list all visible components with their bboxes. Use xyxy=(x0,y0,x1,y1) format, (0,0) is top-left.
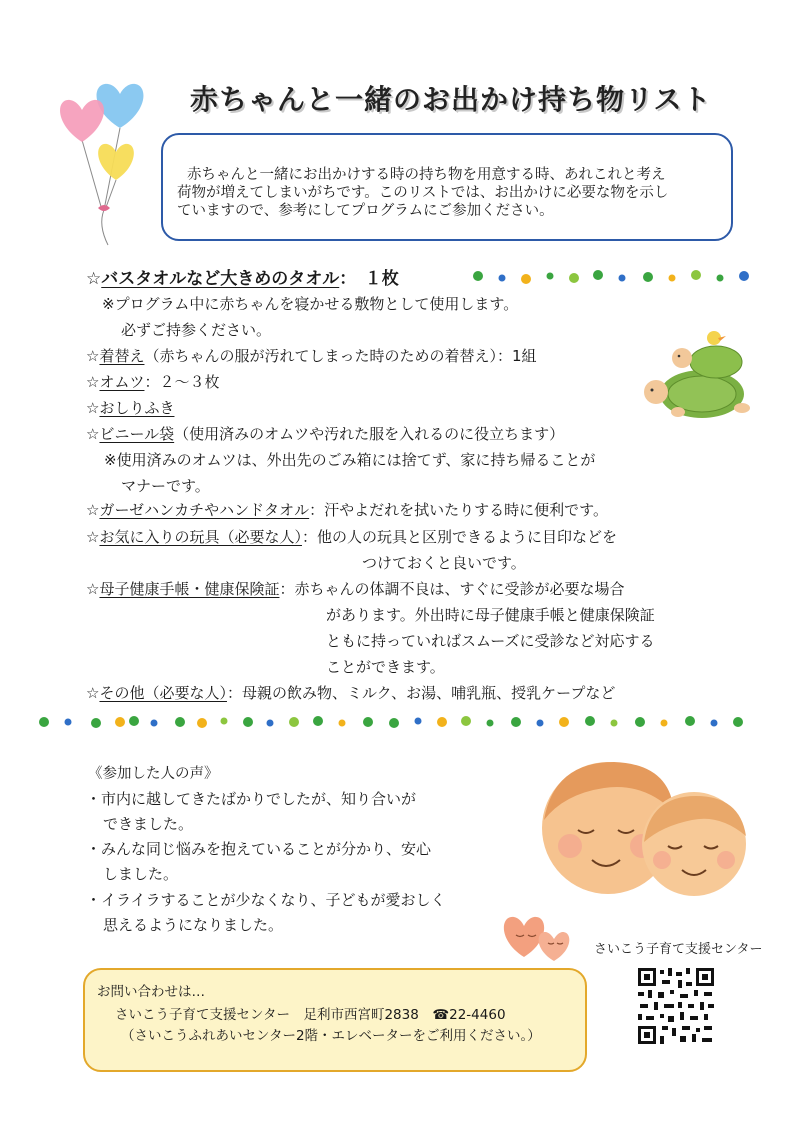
voice-line: ・みんな同じ悩みを抱えていることが分かり、安心 xyxy=(86,840,432,858)
item-toy xyxy=(86,526,617,547)
item-note: 必ずご持参ください。 xyxy=(121,321,272,339)
star-mark: ☆ xyxy=(86,373,100,391)
voice-line: しました。 xyxy=(103,865,179,883)
dot-divider xyxy=(470,262,760,292)
item-label: ビニール袋 xyxy=(99,425,175,443)
item-health xyxy=(86,578,624,599)
item-label: その他（必要な人） xyxy=(99,684,227,702)
item-diaper xyxy=(86,371,219,392)
star-mark: ☆ xyxy=(86,580,100,598)
center-label: さいこう子育て支援センター xyxy=(594,942,763,957)
small-hearts-icon xyxy=(496,905,578,965)
item-desc: （使用済みのオムツや汚れた服を入れるのに役立ちます） xyxy=(174,425,565,443)
contact-line: さいこう子育て支援センター 足利市西宮町2838 ☎22-4460 xyxy=(115,1007,506,1023)
heart-balloons-icon xyxy=(50,80,150,250)
item-label: ガーゼハンカチやハンドタオル xyxy=(99,501,310,519)
item-desc: ：母親の飲み物、ミルク、お湯、哺乳瓶、授乳ケープなど xyxy=(226,684,616,702)
page-title: 赤ちゃんと一緒のお出かけ持ち物リスト xyxy=(190,83,712,116)
item-desc-cont: つけておくと良いです。 xyxy=(362,554,526,572)
intro-line: 荷物が増えてしまいがちです。このリストでは、お出かけに必要な物を示し xyxy=(177,185,669,201)
item-desc-cont: ともに持っていればスムーズに受診など対応する xyxy=(326,632,655,650)
item-gauze xyxy=(86,499,608,520)
star-mark: ☆ xyxy=(86,269,102,289)
voice-line: 思えるようになりました。 xyxy=(103,916,284,934)
voice-line: できました。 xyxy=(103,815,194,833)
voice-line: ・市内に越してきたばかりでしたが、知り合いが xyxy=(86,790,417,808)
item-desc-cont: があります。外出時に母子健康手帳と健康保険証 xyxy=(326,606,655,624)
contact-box xyxy=(83,968,587,1072)
item-desc: ：他の人の玩具と区別できるように目印などを xyxy=(301,528,617,546)
item-label: バスタオルなど大きめのタオル xyxy=(101,269,340,289)
item-other xyxy=(86,682,615,703)
contact-line: （さいこうふれあいセンター2階・エレベーターをご利用ください。） xyxy=(121,1028,541,1044)
item-desc: ：汗やよだれを拭いたりする時に便利です。 xyxy=(309,501,608,519)
item-desc: （赤ちゃんの服が汚れてしまった時のための着替え）：1組 xyxy=(144,347,537,365)
intro-box xyxy=(161,133,733,241)
star-mark: ☆ xyxy=(86,528,100,546)
item-wipes xyxy=(86,397,174,418)
item-label: お気に入りの玩具（必要な人） xyxy=(99,528,302,546)
item-towel xyxy=(86,264,399,289)
item-label: おしりふき xyxy=(99,399,175,417)
item-note: ※プログラム中に赤ちゃんを寝かせる敷物として使用します。 xyxy=(102,295,519,313)
item-bag xyxy=(86,423,564,444)
item-change xyxy=(86,345,537,366)
turtles-bird-icon xyxy=(630,320,760,420)
star-mark: ☆ xyxy=(86,425,100,443)
voice-line: ・イライラすることが少なくなり、子どもが愛おしく xyxy=(86,891,446,909)
item-note: マナーです。 xyxy=(121,477,210,495)
voices-title: 《参加した人の声》 xyxy=(88,766,219,782)
item-desc-cont: ことができます。 xyxy=(326,658,445,676)
item-qty: ： １枚 xyxy=(339,269,399,289)
item-label: 母子健康手帳・健康保険証 xyxy=(99,580,280,598)
two-faces-icon xyxy=(530,750,760,900)
dot-divider xyxy=(34,708,754,738)
intro-line: ていますので、参考にしてプログラムにご参加ください。 xyxy=(177,203,554,219)
item-label: オムツ xyxy=(99,373,145,391)
item-label: 着替え xyxy=(99,347,145,365)
item-desc: ：２～３枚 xyxy=(144,373,220,391)
star-mark: ☆ xyxy=(86,684,100,702)
intro-line: 赤ちゃんと一緒にお出かけする時の持ち物を用意する時、あれこれと考え xyxy=(187,167,666,183)
star-mark: ☆ xyxy=(86,399,100,417)
contact-line: お問い合わせは… xyxy=(97,984,205,1000)
item-note: ※使用済みのオムツは、外出先のごみ箱には捨てず、家に持ち帰ることが xyxy=(104,451,596,469)
item-desc: ：赤ちゃんの体調不良は、すぐに受診が必要な場合 xyxy=(279,580,625,598)
star-mark: ☆ xyxy=(86,347,100,365)
star-mark: ☆ xyxy=(86,501,100,519)
qr-code-icon[interactable] xyxy=(636,966,716,1046)
